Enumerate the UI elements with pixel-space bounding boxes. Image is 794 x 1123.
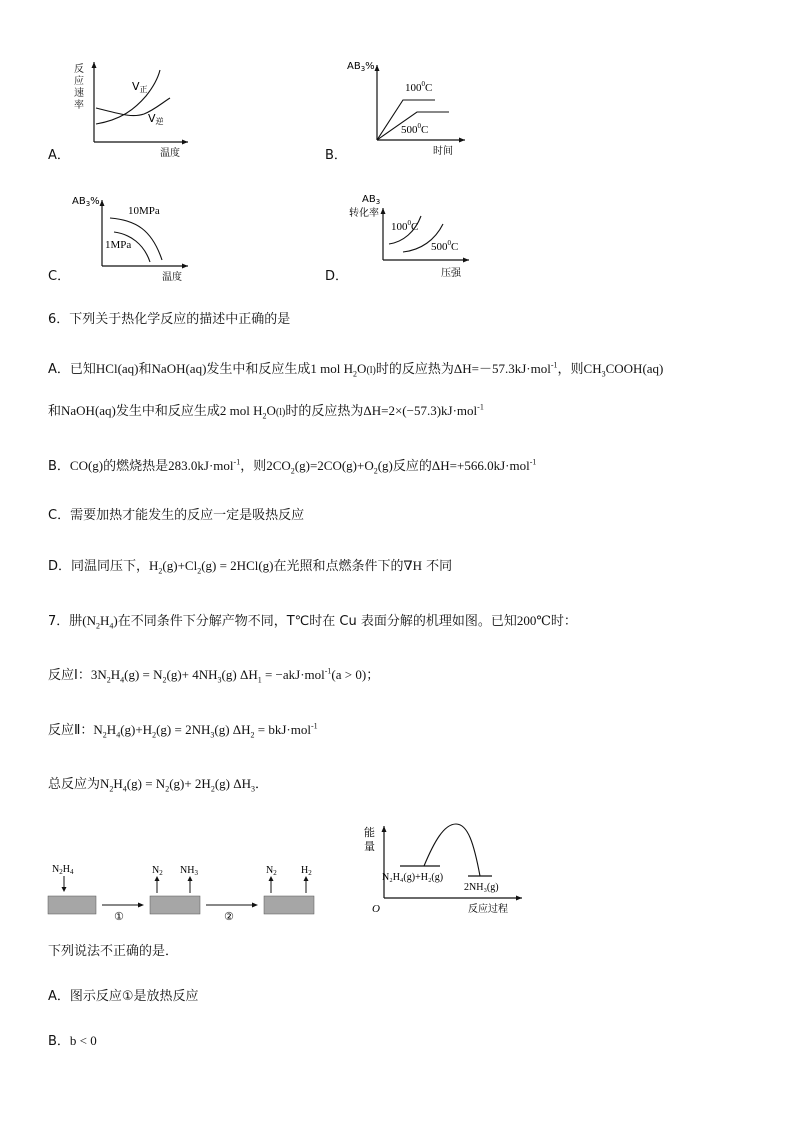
q7-total-reaction: 总反应为$N_2H_4(g) = N_2(g)+ 2H_2(g)$ $\Delta H_3$． [48,776,268,794]
adsorb-arrow [62,887,67,892]
option-b-label: B． [325,148,347,163]
origin-label: O [372,903,380,915]
v-reverse-label: V逆 [148,112,164,126]
q6-option-d: D．同温同压下，$H_2(g)+Cl_2(g) = 2HCl(g)$在光照和点燃条件下的∇H 不同 [48,558,453,576]
option-d-label: D． [325,269,349,284]
graph-c [70,190,195,285]
label-h2: $H_2$ [301,865,312,877]
graph-a-x-arrow [182,140,188,145]
q6-option-a-line1: A．已知HCl(aq)和NaOH(aq)发生中和反应生成1 mol $H_2O(l)$时的反应热为ΔH=－57.3kJ·mol$^{-1}$，则$CH_3COOH(aq)$ [48,360,664,379]
energy-ylabel-2: 量 [364,840,375,853]
graph-d-x-arrow [463,258,469,263]
graph-c-x-arrow [182,264,188,269]
q7-reaction-1: 反应Ⅰ：$3N_2H_4(g) = N_2(g)+ 4NH_3(g) \Delta H_1 = -akJ\cdot mol^{-1}(a > 0)$； [48,666,380,685]
label-n2h4: $N_2H_4$ [52,864,74,876]
step-1-label: ① [114,910,124,922]
q6-option-b: B．CO(g)的燃烧热是283.0kJ·mol$^{-1}$，则$2CO_2(g)=2CO(g)+O_2(g)$反应的ΔH=+566.0kJ·mol$^{-1}$ [48,457,537,476]
label-n2: $N_2$ [152,865,163,877]
option-c-label: C． [48,269,71,284]
reactant-label: N₂H₄(g)+H₂(g) [382,872,444,883]
option-a-label: A． [48,148,70,163]
graph-a [70,58,200,163]
graph-d-ylabel-1: $AB_3$ [362,194,381,206]
graph-b-ylabel: $AB_3\%$ [347,61,375,73]
graph-b-x-arrow [459,138,465,143]
step-1-arrow [138,903,144,908]
q7-reaction-2: 反应Ⅱ：$N_2H_4(g)+H_2(g) = 2NH_3(g) \Delta H_2 = bkJ\cdot mol^{-1}$ [48,721,318,740]
energy-diagram [360,822,540,922]
curve-1mpa-label: 1MPa [105,239,132,251]
q6-stem: 6．下列关于热化学反应的描述中正确的是 [48,312,291,327]
v-forward-label: V正 [132,80,148,94]
graph-d [345,190,475,285]
graph-a-ylabel-1: 反 [74,64,84,75]
graph-d-xlabel: 压强 [441,268,461,279]
q7-option-b: B．b < 0 [48,1033,97,1049]
label-n2-b: $N_2$ [266,865,277,877]
q7-ask: 下列说法不正确的是． [48,944,179,959]
step-2-arrow [252,903,258,908]
step-2-label: ② [224,910,234,922]
graph-c-xlabel: 温度 [162,272,182,283]
q7-stem: 7．肼$(N_2H_4)$在不同条件下分解产物不同，T℃时在 Cu 表面分解的机理如图。已知200℃时： [48,613,577,631]
curve-100c-label: $100^0C$ [405,80,433,94]
graph-a-y-arrow [92,62,97,68]
energy-ylabel-1: 能 [364,826,375,839]
graph-a-ylabel-2: 应 [74,76,84,87]
curve-500c-label: $500^0C$ [401,122,429,136]
graph-a-ylabel-3: 速 [74,88,84,99]
curve-10mpa-label: 10MPa [128,205,160,217]
graph-c-ylabel: $AB_3\%$ [72,196,100,208]
curve-500c-label: $500^0C$ [431,239,459,253]
mechanism-diagram [44,860,324,922]
graph-b-y-arrow [375,65,380,71]
curve-100c-label: $100^0C$ [391,219,419,233]
graph-d-y-arrow [381,208,386,214]
curve-v-reverse [96,98,170,116]
energy-curve [424,824,480,876]
cu-surface-1 [48,896,96,914]
graph-a-ylabel-4: 率 [74,100,84,111]
cu-surface-2 [150,896,200,914]
product-label: 2NH₃(g) [464,882,499,893]
q7-option-a: A．图示反应①是放热反应 [48,989,199,1004]
cu-surface-3 [264,896,314,914]
energy-xlabel: 反应过程 [468,904,508,915]
graph-b-xlabel: 时间 [433,146,453,157]
graph-c-y-arrow [100,200,105,206]
label-nh3: $NH_3$ [180,865,198,877]
q6-option-a-line2: 和NaOH(aq)发生中和反应生成2 mol $H_2O(l)$时的反应热为ΔH=2×(−57.3)kJ·mol$^{-1}$ [48,402,484,421]
q6-option-c: C．需要加热才能发生的反应一定是吸热反应 [48,508,305,523]
graph-b [345,55,470,160]
graph-d-ylabel-2: 转化率 [349,208,379,219]
graph-a-xlabel: 温度 [160,148,180,159]
